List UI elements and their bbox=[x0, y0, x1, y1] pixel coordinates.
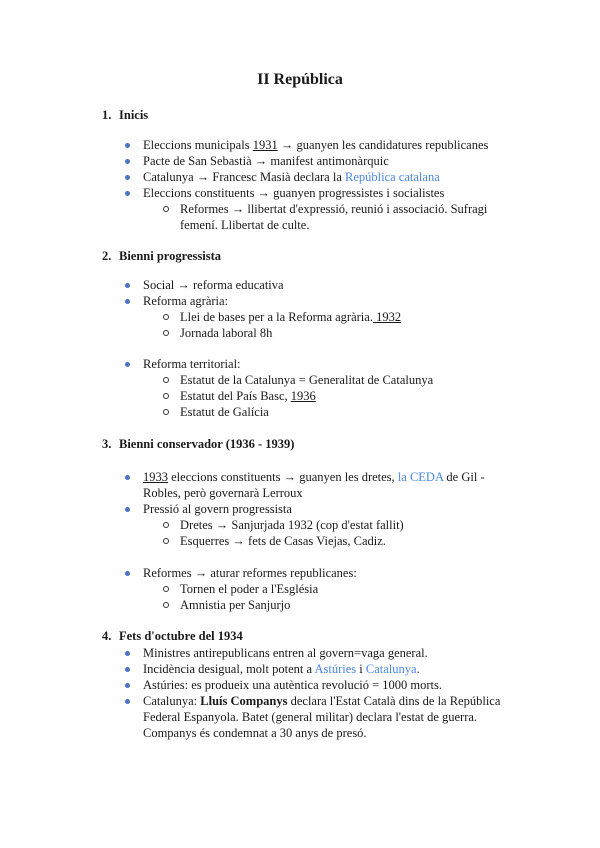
bullet-icon bbox=[125, 299, 130, 304]
link-republica-catalana[interactable]: República catalana bbox=[345, 170, 440, 184]
hollow-bullet-icon bbox=[163, 393, 169, 399]
sub-list-item: Estatut de Galícia bbox=[180, 404, 525, 420]
sub-list-item: Estatut de la Catalunya = Generalitat de Catalunya bbox=[180, 372, 525, 388]
hollow-bullet-icon bbox=[163, 330, 169, 336]
section-heading-fets-octubre bbox=[102, 629, 243, 644]
bullet-icon bbox=[125, 283, 130, 288]
page-title: II República bbox=[257, 71, 343, 88]
section-number: 4. bbox=[102, 629, 112, 643]
list-item: Eleccions constituents → guanyen progressistes i socialistes bbox=[143, 185, 523, 201]
bullet-icon bbox=[125, 143, 130, 148]
list-item: Social → reforma educativa bbox=[143, 277, 523, 293]
hollow-bullet-icon bbox=[163, 602, 169, 608]
list-item: Ministres antirepublicans entren al govern=vaga general. bbox=[143, 645, 523, 661]
bullet-icon bbox=[125, 507, 130, 512]
list-item: Eleccions municipals 1931 → guanyen les candidatures republicanes bbox=[143, 137, 523, 153]
sub-list-item: Estatut del País Basc, 1936 bbox=[180, 388, 525, 404]
hollow-bullet-icon bbox=[163, 409, 169, 415]
bullet-icon bbox=[125, 651, 130, 656]
hollow-bullet-icon bbox=[163, 314, 169, 320]
section-heading-bienni-progressista bbox=[102, 249, 221, 264]
bullet-icon bbox=[125, 362, 130, 367]
bullet-icon bbox=[125, 175, 130, 180]
sub-list-item: Reformes → llibertat d'expressió, reunió i associació. Sufragi femení. Llibertat de culte. bbox=[180, 201, 525, 233]
sub-list-item: Tornen el poder a l'Església bbox=[180, 581, 525, 597]
list-item: 1933 eleccions constituents → guanyen les dretes, la CEDA de Gil - Robles, però governarà Lerroux bbox=[143, 469, 523, 501]
section-number: 1. bbox=[102, 108, 112, 122]
hollow-bullet-icon bbox=[163, 377, 169, 383]
sub-list-item: Esquerres → fets de Casas Viejas, Cadiz. bbox=[180, 533, 525, 549]
section-title: Bienni conservador (1936 - 1939) bbox=[119, 437, 295, 451]
section-heading-inicis bbox=[102, 108, 148, 123]
section-title: Inicis bbox=[119, 108, 149, 122]
sub-list-item: Llei de bases per a la Reforma agrària. 1932 bbox=[180, 309, 525, 325]
bullet-icon bbox=[125, 571, 130, 576]
hollow-bullet-icon bbox=[163, 586, 169, 592]
section-heading-bienni-conservador bbox=[102, 437, 294, 452]
hollow-bullet-icon bbox=[163, 522, 169, 528]
link-la-ceda[interactable]: la CEDA bbox=[397, 470, 444, 484]
bullet-icon bbox=[125, 683, 130, 688]
section-number: 3. bbox=[102, 437, 112, 451]
bullet-icon bbox=[125, 191, 130, 196]
section-title: Fets d'octubre del 1934 bbox=[119, 629, 243, 643]
sub-list-item: Jornada laboral 8h bbox=[180, 325, 525, 341]
list-item: Reformes → aturar reformes republicanes: bbox=[143, 565, 523, 581]
list-item: Incidència desigual, molt potent a Astúries i Catalunya. bbox=[143, 661, 523, 677]
list-item: Catalunya → Francesc Masià declara la República catalana bbox=[143, 169, 523, 185]
link-catalunya[interactable]: Catalunya bbox=[365, 662, 417, 676]
list-item: Pacte de San Sebastià → manifest antimonàrquic bbox=[143, 153, 523, 169]
list-item: Astúries: es produeix una autèntica revolució = 1000 morts. bbox=[143, 677, 523, 693]
bullet-icon bbox=[125, 159, 130, 164]
bullet-icon bbox=[125, 667, 130, 672]
bullet-icon bbox=[125, 699, 130, 704]
list-item: Pressió al govern progressista bbox=[143, 501, 523, 517]
sub-list-item: Amnistia per Sanjurjo bbox=[180, 597, 525, 613]
list-item: Catalunya: Lluís Companys declara l'Estat Català dins de la República Federal Espanyola. Batet (general militar) declara l'estat de guerra. Companys és condemnat a 30 anys de presó. bbox=[143, 693, 523, 741]
list-item: Reforma territorial: bbox=[143, 356, 523, 372]
hollow-bullet-icon bbox=[163, 538, 169, 544]
section-title: Bienni progressista bbox=[119, 249, 221, 263]
hollow-bullet-icon bbox=[163, 206, 169, 212]
bullet-icon bbox=[125, 475, 130, 480]
section-number: 2. bbox=[102, 249, 112, 263]
link-asturies[interactable]: Astúries bbox=[314, 662, 357, 676]
list-item: Reforma agrària: bbox=[143, 293, 523, 309]
sub-list-item: Dretes → Sanjurjada 1932 (cop d'estat fallit) bbox=[180, 517, 525, 533]
